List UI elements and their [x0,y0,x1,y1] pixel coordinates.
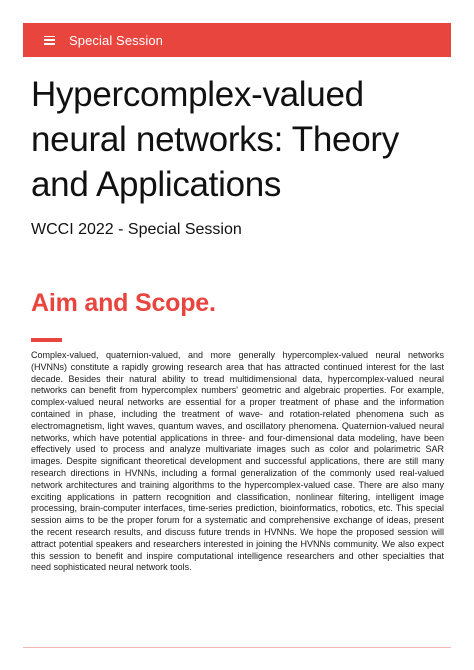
page-title: Hypercomplex-valued neural networks: Theory and Applications [31,75,399,204]
bottom-divider [23,647,451,648]
nav-label[interactable]: Special Session [69,32,163,48]
hamburger-menu-icon[interactable] [39,36,59,45]
page-subtitle: WCCI 2022 - Special Session [31,221,242,238]
section-heading: Aim and Scope. [31,289,216,317]
heading-accent-divider [31,338,62,342]
section-body-text: Complex-valued, quaternion-valued, and more generally hypercomplex-valued neural networks (HVNNs) constitute a rapidly growing research area that has attracted continued interest for the last decade. Besides their natural ability to tread multidimensional data, hypercomplex-valued neural networks can benefit from hypercomplex numbers' geometric and algebraic properties. For example, complex-valued neural networks are essential for a proper treatment of phase and the information contained in phase, including the treatment of wave- and rotation-related phenomena such as electromagnetism, light waves, quantum waves, and oscillatory phenomena. Quaternion-valued neural networks, which have potential applications in three- and four-dimensional data modeling, have been effectively used to process and analyze multivariate images such as color and polarimetric SAR images. Despite significant theoretical development and successful applications, there are still many research directions in HVNNs, including a formal generalization of the commonly used real-valued network architectures and training algorithms to the hypercomplex-valued case. There are also many exciting applications in pattern recognition and classification, nonlinear filtering, intelligent image processing, brain-computer interfaces, time-series prediction, bioinformatics, robotics, etc. This special session aims to be the proper forum for a systematic and comprehensive exchange of ideas, present the recent research results, and discuss future trends in HVNNs. We hope the proposed session will attract potential speakers and researchers interested in joining the HVNNs community. We also expect this session to benefit and inspire computational intelligence researchers and other specialties that need sophisticated neural network tools. [31,350,444,573]
top-navigation-bar [23,23,451,57]
